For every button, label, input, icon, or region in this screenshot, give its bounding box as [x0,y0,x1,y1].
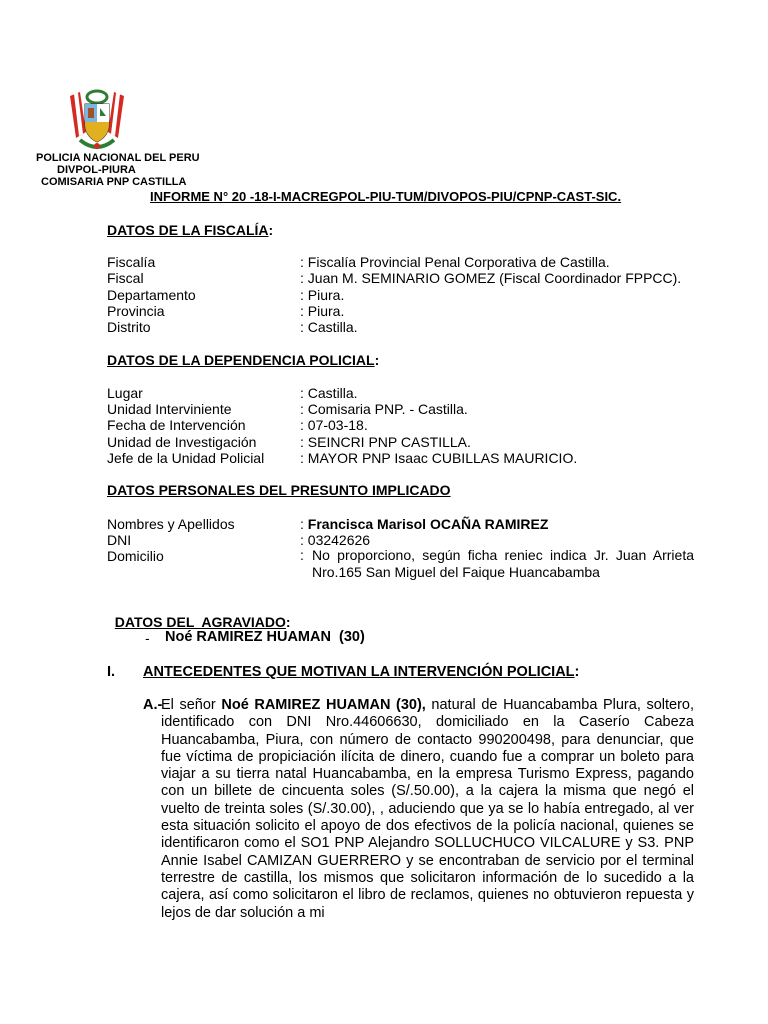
fiscalia-heading-text: DATOS DE LA FISCALÍA [107,222,269,238]
field-value [300,516,548,532]
field-label: Unidad de Investigación [107,434,257,450]
section-number-i: I. [107,664,116,680]
field-value: : MAYOR PNP Isaac CUBILLAS MAURICIO. [300,450,578,466]
antecedentes-heading-text: ANTECEDENTES QUE MOTIVAN LA INTERVENCIÓN POLICIAL [143,664,575,680]
para-text-start: El señor [161,697,222,713]
field-value: : Castilla. [300,385,358,401]
field-value: : Fiscalía Provincial Penal Corporativa de Castilla. [300,254,610,270]
field-label: Lugar [107,385,143,401]
field-value: : Castilla. [300,319,358,335]
field-label: Nombres y Apellidos [107,516,235,532]
agraviado-bullet: - [145,630,150,646]
antecedentes-heading-colon: : [574,664,580,680]
police-emblem [66,88,128,154]
section-heading-antecedentes [143,664,579,680]
field-value: : Juan M. SEMINARIO GOMEZ (Fiscal Coordinador FPPCC). [300,270,682,286]
org-name-line: POLICIA NACIONAL DEL PERU [36,152,200,164]
field-label: Domicilio [107,548,164,564]
field-label: Distrito [107,319,151,335]
paragraph-marker: A.- [143,697,163,713]
section-heading-agraviado [107,598,291,630]
section-heading-dependencia [107,352,379,368]
field-label: Jefe de la Unidad Policial [107,450,265,466]
field-label: Unidad Interviniente [107,401,232,417]
domicilio-colon: : [300,547,304,563]
dependencia-heading-text: DATOS DE LA DEPENDENCIA POLICIAL [107,352,375,368]
field-label: Departamento [107,287,196,303]
field-value: : Piura. [300,287,345,303]
field-value: : Piura. [300,303,345,319]
field-value: : 03242626 [300,532,371,548]
fiscalia-heading-colon: : [268,222,274,238]
implicado-name: Francisca Marisol OCAÑA RAMIREZ [307,516,549,532]
antecedentes-paragraph [161,697,694,922]
domicilio-value: No proporciono, según ficha reniec indica Jr. Juan Arrieta Nro.165 San Miguel del Faique Huancabamba [312,547,694,580]
agraviado-heading-colon: : [285,614,291,630]
section-heading-implicado: DATOS PERSONALES DEL PRESUNTO IMPLICADO [107,482,451,498]
dependencia-heading-colon: : [374,352,380,368]
org-station-line: COMISARIA PNP CASTILLA [41,176,187,188]
para-victim-name: Noé RAMIREZ HUAMAN (30), [221,697,426,713]
field-label: DNI [107,532,132,548]
field-label: Fiscal [107,270,144,286]
field-value: : 07-03-18. [300,417,368,433]
field-value: : Comisaria PNP. - Castilla. [300,401,468,417]
agraviado-name: Noé RAMIREZ HUAMAN (30) [165,629,365,645]
report-title: INFORME N° 20 -18-I-MACREGPOL-PIU-TUM/DIVOPOS-PIU/CPNP-CAST-SIC. [150,189,622,204]
name-colon: : [300,516,308,532]
field-label: Fecha de Intervención [107,417,246,433]
section-heading-fiscalia [107,222,273,238]
field-value: : SEINCRI PNP CASTILLA. [300,434,471,450]
agraviado-heading-text: DATOS DEL AGRAVIADO [114,614,286,630]
para-text-body: natural de Huancabamba Plura, soltero, identificado con DNI Nro.44606630, domiciliado en la Caserío Cabeza Huancabamba, Piura, con número de contacto 990200498, para denunciar, que fue víctima de propiciación ilícita de dinero, cuando fue a comprar un boleto para viajar a su tierra natal Huancabamba, en la empresa Turismo Express, pagando con un billete de cincuenta soles (S/.50.00), a la cajera la misma que negó el vuelto de treinta soles (S/.30.00), , aduciendo que ya se lo había entregado, al ver esta situación solicito el apoyo de dos efectivos de la policía nacional, quienes se identificaron como el SO1 PNP Alejandro SOLLUCHUCO VILCALURE y S3. PNP Annie Isabel CAMIZAN GUERRERO y se encontraban de servicio por el terminal terrestre de castilla, los mismos que solicitaron información de lo sucedido a la cajera, así como solicitaron el libro de reclamos, quienes no obtuvieron repuesta y lejos de dar solución a mi [161,697,694,921]
org-division-line: DIVPOL-PIURA [57,164,136,176]
field-label: Fiscalía [107,254,156,270]
field-label: Provincia [107,303,165,319]
